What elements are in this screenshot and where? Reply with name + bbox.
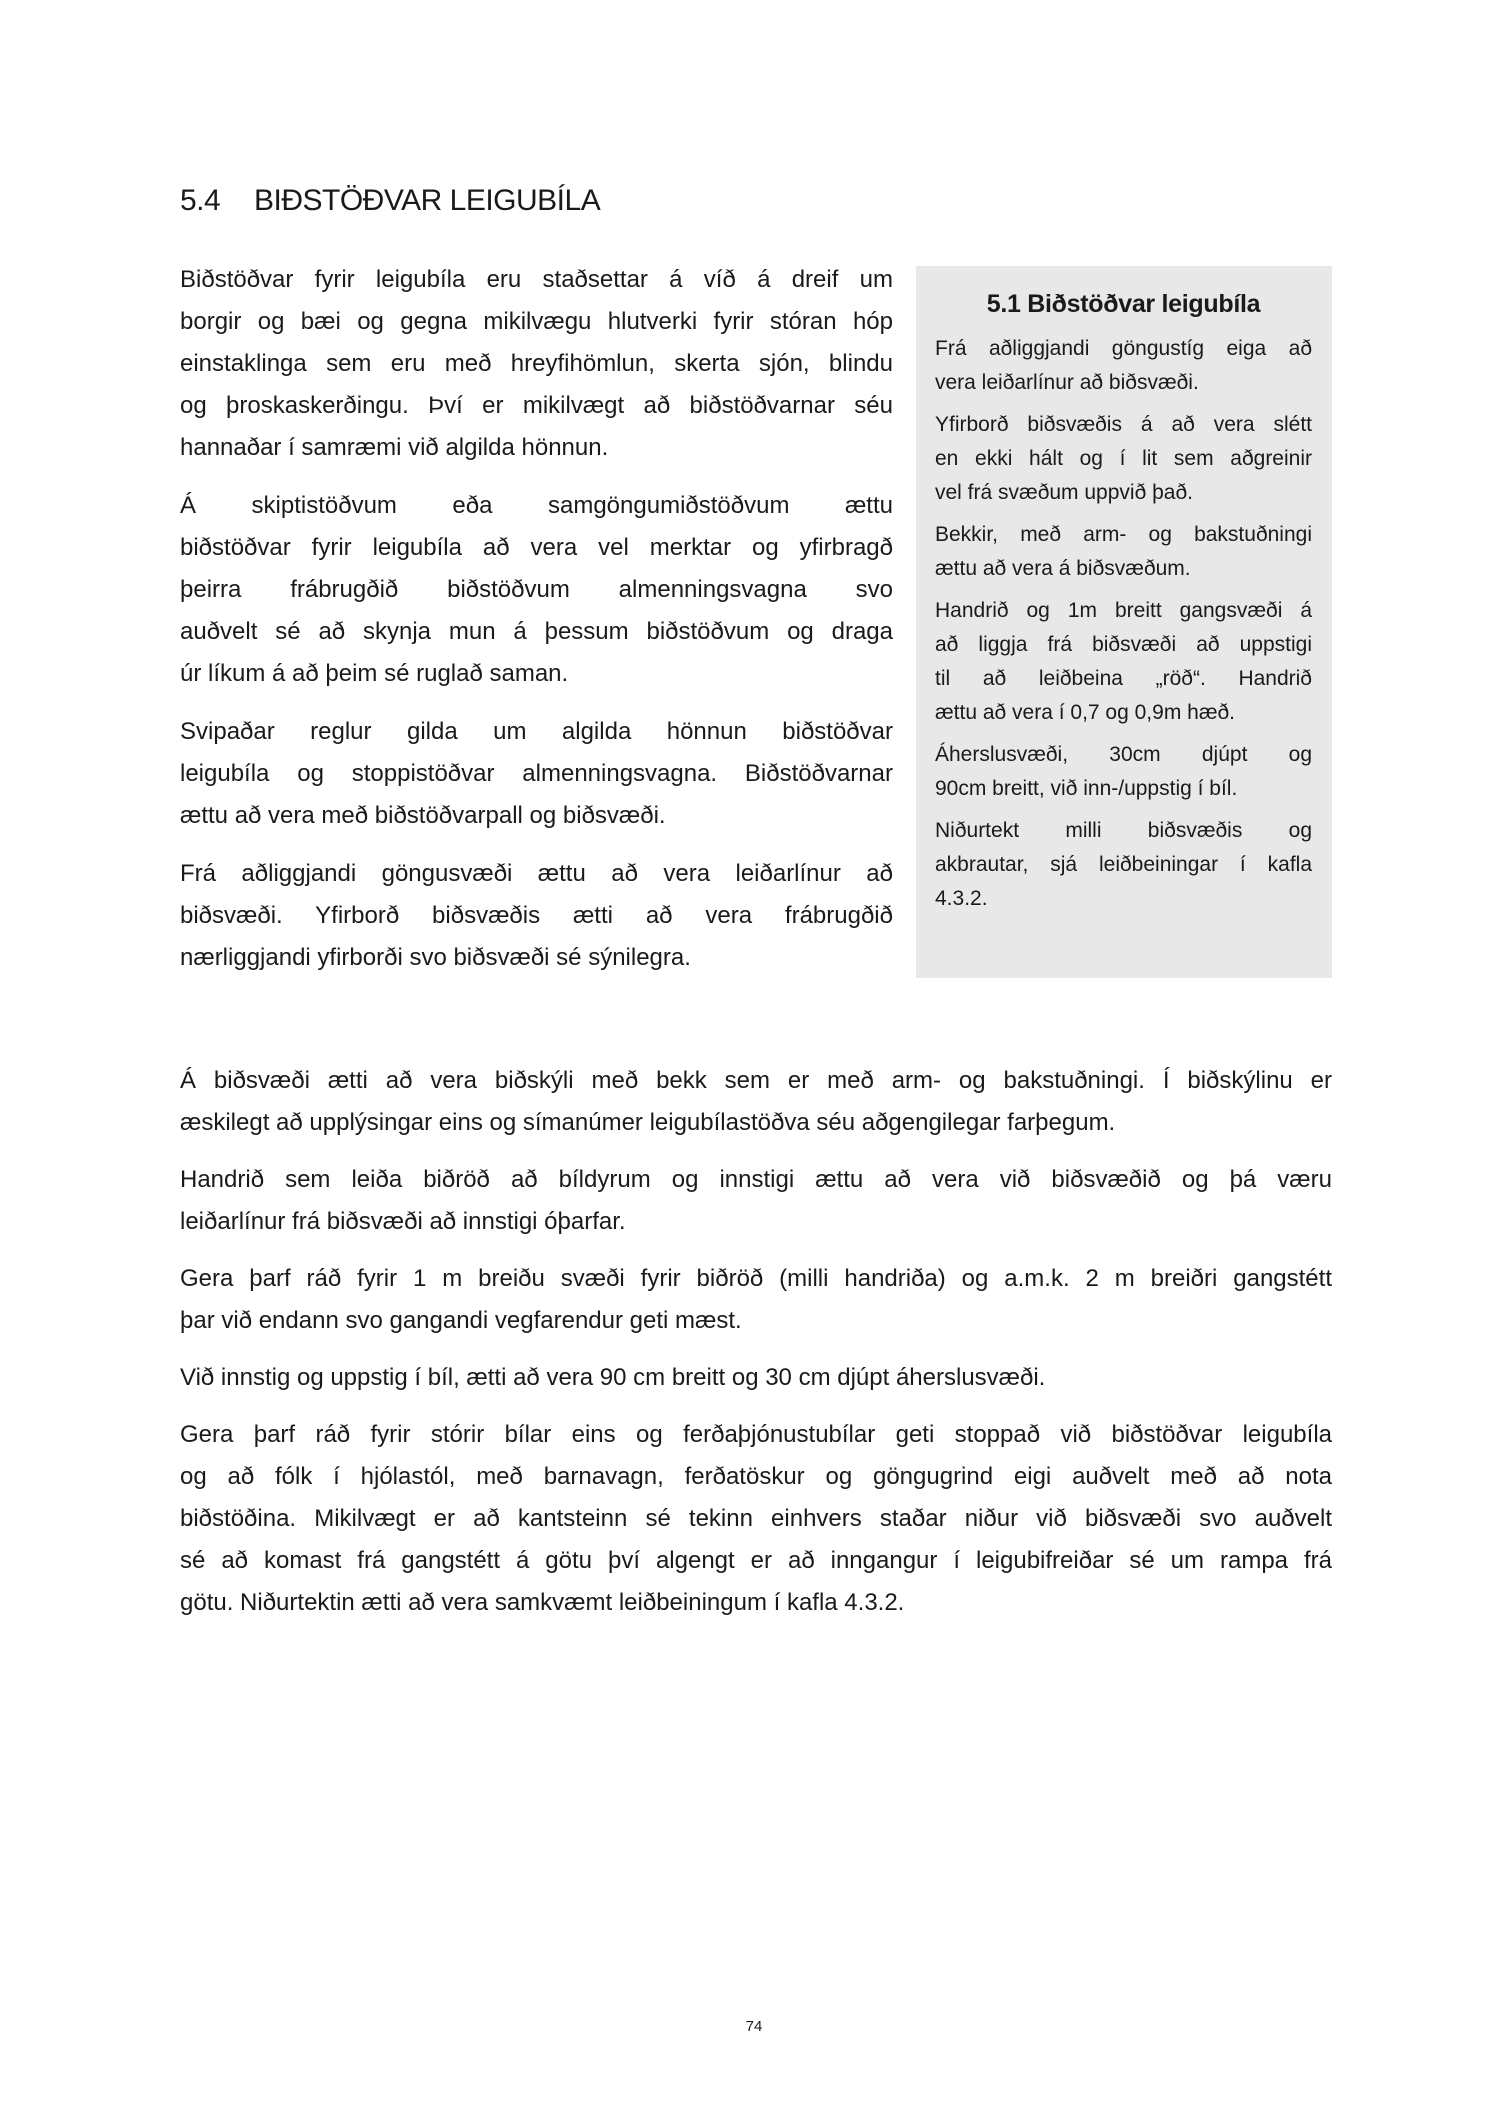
text-line: Gera þarf ráð fyrir stórir bílar eins og ferðaþjónustubílar geti stoppað við biðstöðvar leigubíla [180,1421,1332,1448]
text-line: biðstöðina. Mikilvægt er að kantsteinn sé tekinn einhvers staðar niður við biðsvæði svo auðvelt [180,1505,1332,1532]
text-line: vel frá svæðum uppvið það. [935,481,1193,504]
paragraph [180,711,893,837]
paragraph [180,1357,1332,1399]
paragraph [180,1159,1332,1243]
section-title: BIÐSTÖÐVAR LEIGUBÍLA [254,184,601,217]
text-line: úr líkum á að þeim sé ruglað saman. [180,660,569,687]
text-line: hannaðar í samræmi við algilda hönnun. [180,434,609,461]
bottom-text [180,1060,1332,1639]
text-line: götu. Niðurtektin ætti að vera samkvæmt leiðbeiningum í kafla 4.3.2. [180,1589,905,1616]
text-line: nærliggjandi yfirborði svo biðsvæði sé sýnilegra. [180,944,691,971]
text-line: biðsvæði. Yfirborð biðsvæðis ætti að vera frábrugðið [180,902,893,929]
paragraph [935,738,1312,806]
paragraph [935,332,1312,400]
text-line: Á skiptistöðvum eða samgöngumiðstöðvum ættu [180,492,893,519]
paragraph [935,408,1312,510]
section-number: 5.4 [180,184,221,217]
text-line: en ekki hált og í lit sem aðgreinir [935,447,1312,470]
text-line: þeirra frábrugðið biðstöðvum almenningsvagna svo [180,576,893,603]
text-line: borgir og bæi og gegna mikilvægu hlutverki fyrir stóran hóp [180,308,893,335]
text-line: að liggja frá biðsvæði að uppstigi [935,633,1312,656]
text-line: Yfirborð biðsvæðis á að vera slétt [935,413,1312,436]
text-line: Svipaðar reglur gilda um algilda hönnun biðstöðvar [180,718,893,745]
text-line: sé að komast frá gangstétt á götu því algengt er að inngangur í leigubifreiðar sé um rampa frá [180,1547,1332,1574]
sidebox-title: 5.1 Biðstöðvar leigubíla [986,290,1261,318]
paragraph [180,1414,1332,1624]
text-line: ættu að vera með biðstöðvarpall og biðsvæði. [180,802,666,829]
text-line: ættu að vera á biðsvæðum. [935,557,1191,580]
text-line: Gera þarf ráð fyrir 1 m breiðu svæði fyrir biðröð (milli handriða) og a.m.k. 2 m breiðri gangstétt [180,1265,1332,1292]
paragraph [180,1258,1332,1342]
text-line: 90cm breitt, við inn-/uppstig í bíl. [935,777,1238,800]
text-line: akbrautar, sjá leiðbeiningar í kafla [935,853,1312,876]
page-number: 74 [745,2018,763,2035]
paragraph [180,853,893,979]
section-heading [180,184,600,218]
text-line: til að leiðbeina „röð“. Handrið [935,667,1312,690]
text-line: ættu að vera í 0,7 og 0,9m hæð. [935,701,1236,724]
text-line: leiðarlínur frá biðsvæði að innstigi óþarfar. [180,1208,626,1235]
paragraph [180,485,893,695]
text-line: Frá aðliggjandi göngusvæði ættu að vera leiðarlínur að [180,860,893,887]
text-line: Handrið sem leiða biðröð að bíldyrum og innstigi ættu að vera við biðsvæðið og þá væru [180,1166,1332,1193]
text-line: æskilegt að upplýsingar eins og símanúmer leigubílastöðva séu aðgengilegar farþegum. [180,1109,1116,1136]
text-line: leigubíla og stoppistöðvar almenningsvagna. Biðstöðvarnar [180,760,893,787]
text-line: vera leiðarlínur að biðsvæði. [935,371,1199,394]
paragraph [935,594,1312,730]
text-line: Biðstöðvar fyrir leigubíla eru staðsettar á víð á dreif um [180,266,893,293]
paragraph [935,518,1312,586]
text-line: Á biðsvæði ætti að vera biðskýli með bekk sem er með arm- og bakstuðningi. Í biðskýlinu er [180,1067,1332,1094]
text-line: Handrið og 1m breitt gangsvæði á [935,599,1312,622]
sidebox-body [935,332,1312,916]
text-line: einstaklinga sem eru með hreyfihömlun, skerta sjón, blindu [180,350,893,377]
text-line: biðstöðvar fyrir leigubíla að vera vel merktar og yfirbragð [180,534,893,561]
text-line: Bekkir, með arm- og bakstuðningi [935,523,1312,546]
text-line: Frá aðliggjandi göngustíg eiga að [935,337,1312,360]
left-column [180,259,893,995]
text-line: þar við endann svo gangandi vegfarendur geti mæst. [180,1307,742,1334]
text-line: 4.3.2. [935,887,988,910]
text-line: auðvelt sé að skynja mun á þessum biðstöðvum og draga [180,618,893,645]
text-line: Niðurtekt milli biðsvæðis og [935,819,1312,842]
text-line: Áherslusvæði, 30cm djúpt og [935,743,1312,766]
text-line: og þroskaskerðingu. Því er mikilvægt að biðstöðvarnar séu [180,392,893,419]
text-line: Við innstig og uppstig í bíl, ætti að vera 90 cm breitt og 30 cm djúpt áherslusvæði. [180,1364,1046,1391]
paragraph [180,259,893,469]
text-line: og að fólk í hjólastól, með barnavagn, ferðatöskur og göngugrind eigi auðvelt með að nota [180,1463,1332,1490]
paragraph [935,814,1312,916]
summary-sidebox [916,266,1332,978]
paragraph [180,1060,1332,1144]
